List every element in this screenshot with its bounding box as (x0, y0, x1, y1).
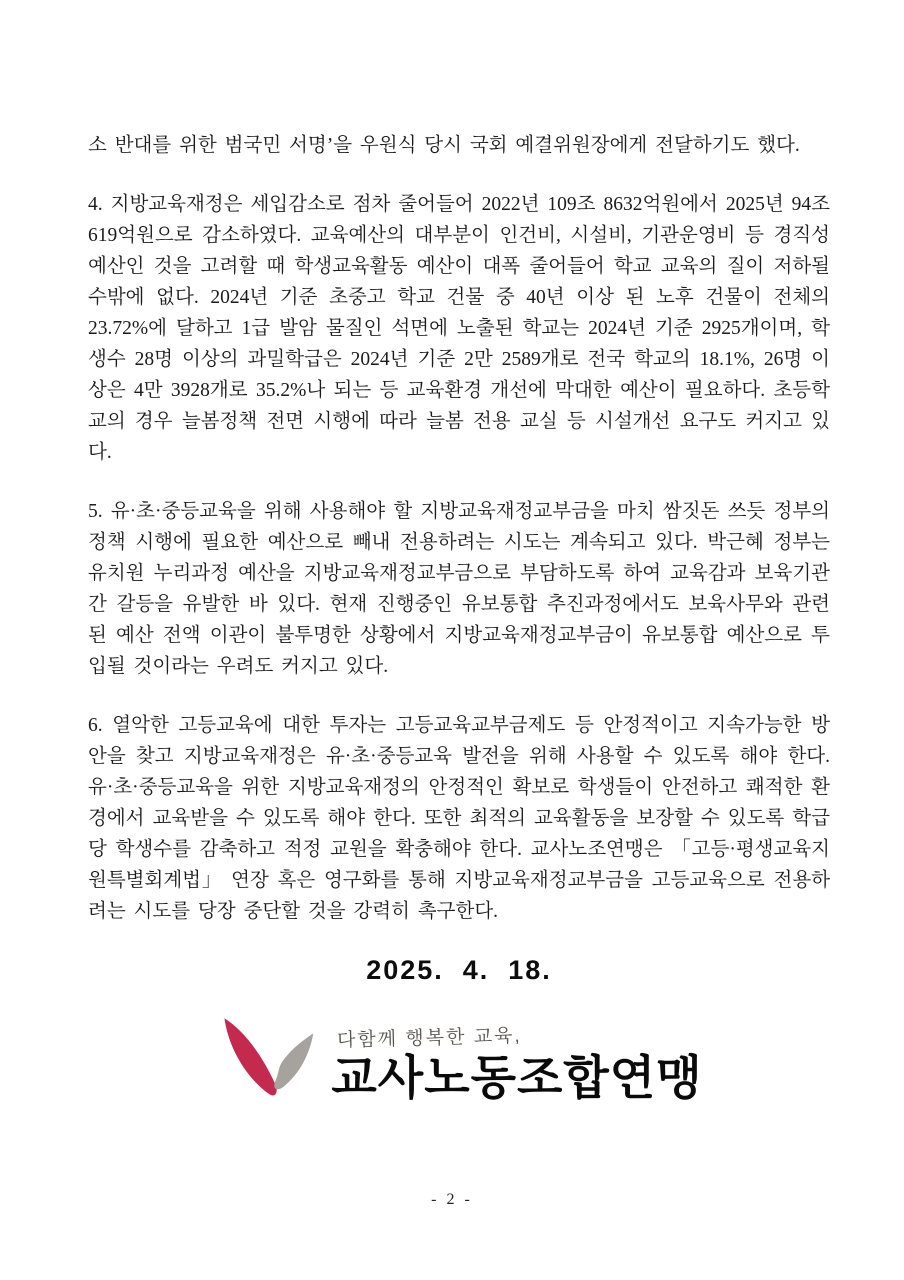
logo-text-block (331, 1023, 702, 1104)
logo-leaf-icon (215, 1014, 319, 1102)
paragraph-5: 5. 유·초·중등교육을 위해 사용해야 할 지방교육재정교부금을 마치 쌈짓돈 쓰듯 정부의 정책 시행에 필요한 예산으로 빼내 전용하려는 시도는 계속되고 있다. 박근혜 정부는 유치원 누리과정 예산을 지방교육재정교부금으로 부담하도록 하여 교육감과 보육기관 간 갈등을 유발한 바 있다. 현재 진행중인 유보통합 추진과정에서도 보육사무와 관련된 예산 전액 이관이 불투명한 상황에서 지방교육재정교부금이 유보통합 예산으로 투입될 것이라는 우려도 커지고 있다. (88, 501, 830, 677)
logo-name: 교사노동조합연맹 (331, 1051, 703, 1104)
document-content (88, 130, 830, 1104)
logo-leaf-gray-petal (275, 1033, 314, 1089)
paragraph-intro: 소 반대를 위한 범국민 서명’을 우원식 당시 국회 예결위원장에게 전달하기도 했다. (88, 135, 800, 156)
paragraph-6: 6. 열악한 고등교육에 대한 투자는 고등교육교부금제도 등 안정적이고 지속가능한 방안을 찾고 지방교육재정은 유·초·중등교육 발전을 위해 사용할 수 있도록 해야 한다. 유·초·중등교육을 위한 지방교육재정의 안정적인 확보로 학생들이 안전하고 쾌적한 환경에서 교육받을 수 있도록 해야 한다. 또한 최적의 교육활동을 보장할 수 있도록 학급당 학생수를 감축하고 적정 교원을 확충해야 한다. 교사노조연맹은 「고등·평생교육지원특별회계법」 연장 혹은 영구화를 통해 지방교육재정교부금을 고등교육으로 전용하려는 시도를 당장 중단할 것을 강력히 촉구한다. (88, 715, 830, 922)
logo-slogan: 다함께 행복한 교육, (337, 1025, 523, 1052)
page-number: - 2 - (431, 1191, 473, 1208)
org-logo (88, 1014, 830, 1104)
document-date: 2025. 4. 18. (366, 955, 552, 985)
paragraph-4: 4. 지방교육재정은 세입감소로 점차 줄어들어 2022년 109조 8632억원에서 2025년 94조 619억원으로 감소하였다. 교육예산의 대부분이 인건비, 시설비, 기관운영비 등 경직성 예산인 것을 고려할 때 학생교육활동 예산이 대폭 줄어들어 학교 교육의 질이 저하될 수밖에 없다. 2024년 기준 초중고 학교 건물 중 40년 이상 된 노후 건물이 전체의 23.72%에 달하고 1급 발암 물질인 석면에 노출된 학교는 2024년 기준 2925개이며, 학생수 28명 이상의 과밀학급은 2024년 기준 2만 2589개로 전국 학교의 18.1%, 26명 이상은 4만 3928개로 35.2%나 되는 등 교육환경 개선에 막대한 예산이 필요하다. 초등학교의 경우 늘봄정책 전면 시행에 따라 늘봄 전용 교실 등 시설개선 요구도 커지고 있다. (88, 194, 830, 463)
logo-leaf-red-petal (225, 1018, 277, 1095)
